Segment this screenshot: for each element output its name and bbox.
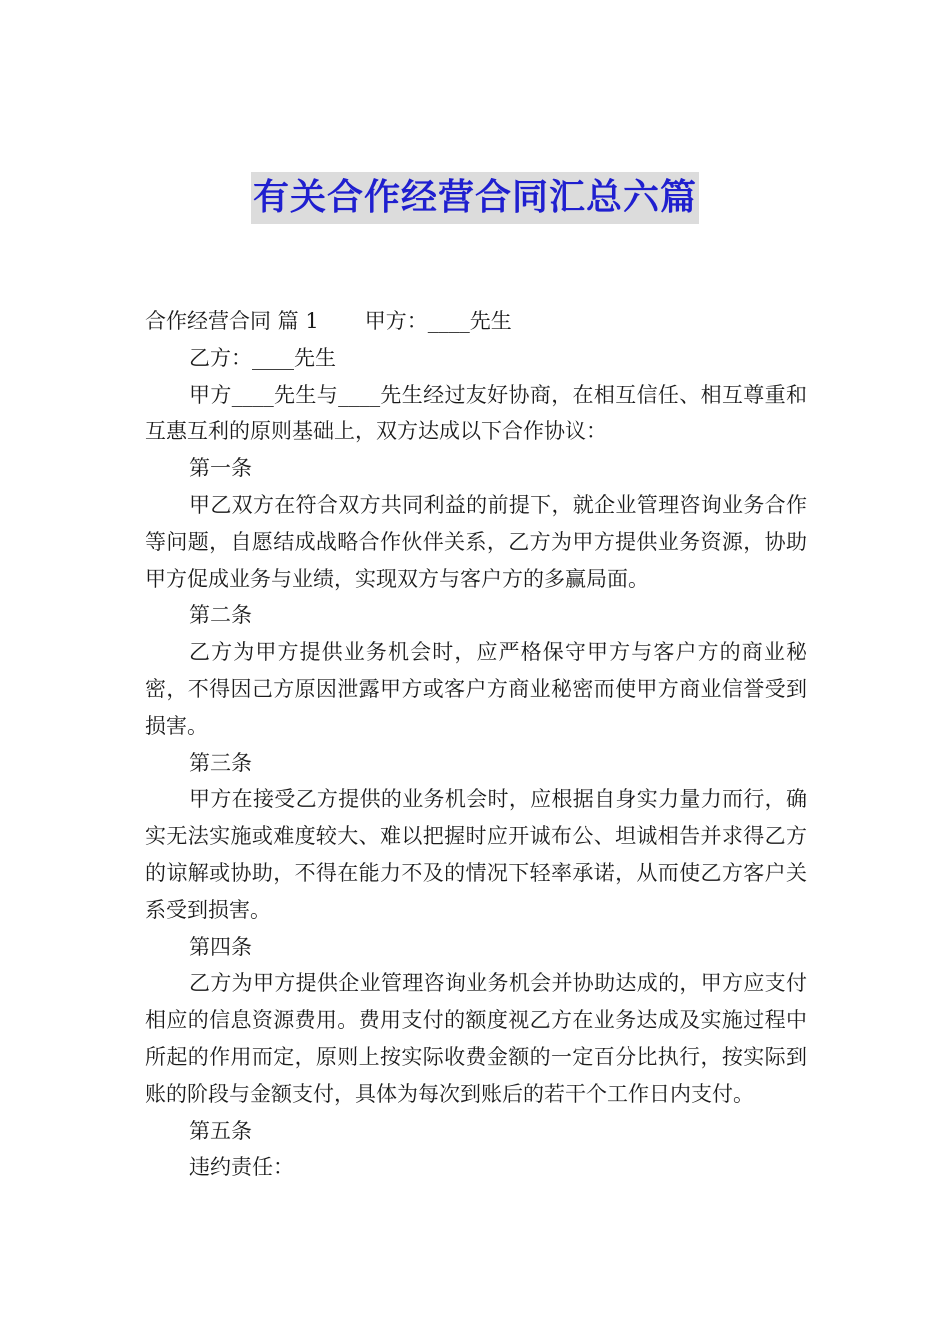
article-1-text: 甲乙双方在符合双方共同利益的前提下，就企业管理咨询业务合作等问题，自愿结成战略合作伙伴关系，乙方为甲方提供业务资源，协助甲方促成业务与业绩，实现双方与客户方的多赢局面。 [145,492,807,591]
document-title: 有关合作经营合同汇总六篇 [251,172,699,224]
party-a-line: 甲方：____先生 [364,309,512,333]
article-3-heading: 第三条 [189,750,252,775]
article-3-text: 甲方在接受乙方提供的业务机会时，应根据自身实力量力而行，确实无法实施或难度较大、难以把握时应开诚布公、坦诚相告并求得乙方的谅解或协助，不得在能力不及的情况下轻率承诺，从而使乙方客户关系受到损害。 [145,787,807,922]
title-container [0,172,950,224]
party-b-line: 乙方：____先生 [189,345,336,370]
liability-heading: 违约责任： [189,1155,294,1180]
document-body [145,303,807,1186]
article-5-heading: 第五条 [189,1118,252,1143]
contract-number: 合作经营合同 篇 1 [145,309,319,333]
article-2-heading: 第二条 [189,603,252,628]
article-2-text: 乙方为甲方提供业务机会时，应严格保守甲方与客户方的商业秘密，不得因己方原因泄露甲方或客户方商业秘密而使甲方商业信誉受到损害。 [145,640,807,738]
contract-heading-line [145,303,807,340]
article-4-heading: 第四条 [189,934,252,959]
intro-paragraph: 甲方____先生与____先生经过友好协商，在相互信任、相互尊重和互惠互利的原则基础上，双方达成以下合作协议： [145,382,807,444]
article-4-text: 乙方为甲方提供企业管理咨询业务机会并协助达成的，甲方应支付相应的信息资源费用。费用支付的额度视乙方在业务达成及实施过程中所起的作用而定，原则上按实际收费金额的一定百分比执行，按实际到账的阶段与金额支付，具体为每次到账后的若干个工作日内支付。 [145,971,807,1106]
article-1-heading: 第一条 [189,456,252,481]
